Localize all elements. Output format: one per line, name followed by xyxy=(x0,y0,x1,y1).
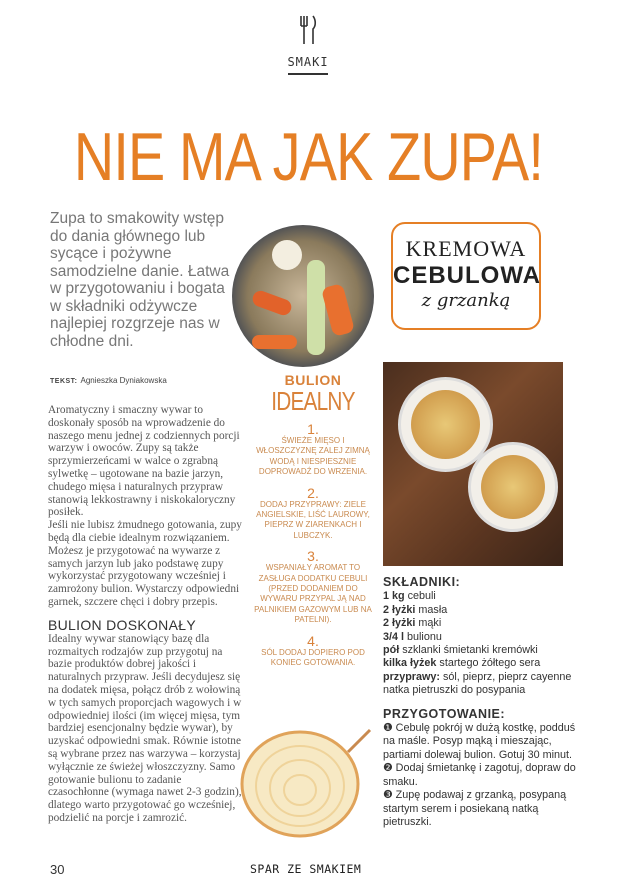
prep-steps xyxy=(383,722,588,829)
section-header xyxy=(270,14,346,75)
ingredient-item xyxy=(383,631,588,644)
step-text: ŚWIEŻE MIĘSO I WŁOSZCZYZNĘ ZALEJ ZIMNĄ WODĄ I NIESPIESZNIE DOPROWADŹ DO WRZENIA. xyxy=(256,436,370,477)
sidebar-heading: BULION xyxy=(284,372,342,388)
step-number: 1. xyxy=(307,421,319,437)
step-number: 3. xyxy=(307,548,319,565)
body-paragraph: Aromatyczny i smaczny wywar to doskonały sposób na wprowadzenie do naszego menu jednej z codziennych porcji warzyw i owoców. Zupy są także sprzymierzeńcami w walce o zgrabną sylwetkę – ugotowane na bazie jarzyn, chudego mięsa i naturalnych przypraw stanowią lekkostrawny i niskokaloryczny posiłek. xyxy=(48,404,240,519)
ingredient-amount: kilka łyżek xyxy=(383,657,437,670)
bulion-sidebar xyxy=(252,372,374,669)
left-column xyxy=(48,404,242,825)
ingredient-item xyxy=(383,617,588,630)
ingredient-name: masła xyxy=(415,603,448,616)
section-text: Idealny wywar stanowiący bazę dla rozmaitych rodzajów zup przygotuj na bazie produktów dobrej jakości i naturalnych przypraw. Jeśli decydujesz się na dodatek mięsa, połącz drób z wołowiną w tych samych proporcjach wagowych i w odpowiedniej ilości (im więcej mięsa, tym bardziej esencjonalny będzie wywar), by uzyskać odpowiedni smak. Równie istotne są wybrane przez nas warzywa – korzystaj wyłącznie ze świeżej włoszczyzny. Samo gotowanie bulionu to zadanie czasochłonne (wymaga nawet 2-3 godzin), dlatego warto przygotować go wcześniej, podzielić na porcje i zamrozić. xyxy=(48,632,242,824)
step-text: SÓL DODAJ DOPIERO POD KONIEC GOTOWANIA. xyxy=(261,647,365,668)
onion-soup-photo xyxy=(383,362,563,566)
recipe-title-line2: CEBULOWA xyxy=(393,262,541,289)
body-intro xyxy=(48,404,242,609)
ingredient-amount: 1 kg xyxy=(383,590,405,603)
step-number: 2. xyxy=(307,484,319,501)
step-text: WSPANIAŁY AROMAT TO ZASŁUGA DODATKU CEBULI (PRZED DODANIEM DO WYWARU PRZYPAL JĄ NAD PALNIKIEM GAZOWYM LUB NA PATELNI). xyxy=(254,563,372,625)
author-credit xyxy=(50,376,167,385)
step-number-icon: ❶ xyxy=(383,722,393,735)
ingredient-item xyxy=(383,604,588,617)
ingredient-amount: 2 łyżki xyxy=(383,617,416,630)
ingredient-name: startego żółtego sera xyxy=(436,657,541,670)
ingredient-name: sól, pieprz, pieprz cayenne xyxy=(440,670,572,683)
fork-knife-icon xyxy=(297,14,319,46)
ingredient-name: mąki xyxy=(415,617,442,630)
ingredient-amount: przyprawy: xyxy=(383,670,440,683)
step-number: 4. xyxy=(307,632,319,649)
recipe-title-line3: z grzanką xyxy=(421,290,511,311)
ingredient-name: natka pietruszki do posypania xyxy=(383,684,526,697)
section-label: SMAKI xyxy=(287,55,329,69)
ingredient-item xyxy=(383,671,588,684)
step-number-icon: ❷ xyxy=(383,762,393,775)
section-heading: BULION DOSKONAŁY xyxy=(48,616,196,633)
intro-text: Zupa to smakowity wstęp do dania głównego lub sycące i pożywne samodzielne danie. Łatwa w przygotowaniu i bogata w składniki odżywcze najlepiej rozgrzeje nas w chłodne dni. xyxy=(50,210,230,350)
step-text: DODAJ PRZYPRAWY: ZIELE ANGIELSKIE, LIŚĆ LAUROWY, PIEPRZ W ZIARENKACH I LUBCZYK. xyxy=(256,499,370,540)
ingredient-item xyxy=(383,657,588,670)
step xyxy=(252,422,374,478)
ingredient-name: bulionu xyxy=(404,630,442,643)
step xyxy=(252,486,374,542)
ingredients-list xyxy=(383,590,588,697)
ingredient-amount: pół xyxy=(383,644,400,657)
onion-illustration xyxy=(238,722,373,840)
ingredient-name: szklanki śmietanki kremówki xyxy=(399,644,538,657)
prep-step xyxy=(383,762,588,789)
page-number: 30 xyxy=(50,862,65,877)
prep-step-text: Cebulę pokrój w dużą kostkę, podduś na maśle. Posyp mąką i mieszając, partiami dolewaj bulion. Gotuj 30 minut. xyxy=(383,722,576,761)
ingredient-amount: 3/4 l xyxy=(383,630,405,643)
ingredient-name: cebuli xyxy=(404,590,436,603)
prep-step xyxy=(383,789,588,829)
step xyxy=(252,549,374,625)
author-name: Agnieszka Dyniakowska xyxy=(80,376,167,385)
prep-step xyxy=(383,722,588,762)
author-label: TEKST: xyxy=(50,378,78,385)
step-number-icon: ❸ xyxy=(383,789,393,802)
sidebar-heading-large: IDEALNY xyxy=(271,386,355,416)
ingredient-item xyxy=(383,590,588,603)
recipe-title-box xyxy=(391,222,541,330)
prep-heading: PRZYGOTOWANIE: xyxy=(383,706,506,721)
ingredient-item xyxy=(383,684,588,697)
broth-photo xyxy=(232,225,374,367)
prep-step-text: Dodaj śmietankę i zagotuj, dopraw do smaku. xyxy=(383,762,576,788)
ingredients-heading: SKŁADNIKI: xyxy=(383,575,461,589)
prep-step-text: Zupę podawaj z grzanką, posypaną startym serem i posiekaną natką pietruszki. xyxy=(383,789,567,828)
recipe-details xyxy=(383,576,588,829)
divider xyxy=(288,73,328,75)
step xyxy=(252,634,374,669)
recipe-title-line1: KREMOWA xyxy=(405,236,527,261)
footer-brand: SPAR ZE SMAKIEM xyxy=(250,862,362,876)
page-title: NIE MA JAK ZUPA! xyxy=(73,119,544,195)
ingredient-amount: 2 łyżki xyxy=(383,603,416,616)
body-paragraph: Jeśli nie lubisz żmudnego gotowania, zupy będą dla ciebie idealnym rozwiązaniem. Możesz je przygotować na wywarze z samych jarzyn lub jako podstawę zupy wykorzystać przygotowany wcześniej i zamrożony bulion. Wystarczy odpowiedni garnek, szczere chęci i dobry przepis. xyxy=(48,519,242,608)
ingredient-item xyxy=(383,644,588,657)
